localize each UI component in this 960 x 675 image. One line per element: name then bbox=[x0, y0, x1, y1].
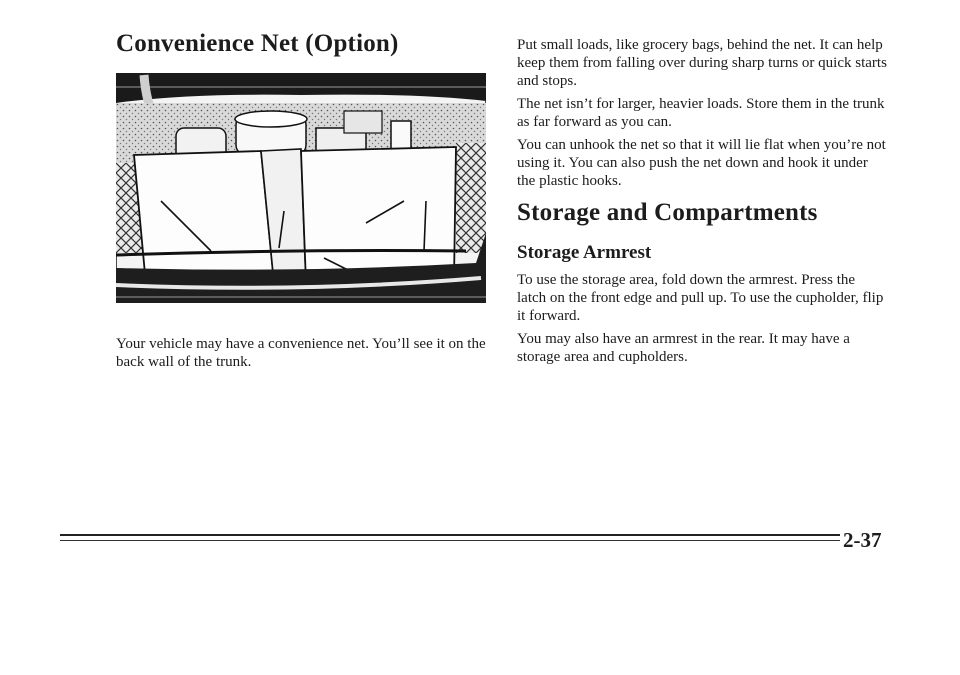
net-paragraph-1: Put small loads, like grocery bags, behind the net. It can help keep them from falling over during sharp turns or quick starts and stops. bbox=[517, 37, 887, 89]
page-number: 2-37 bbox=[843, 528, 882, 552]
footer-rule-top bbox=[60, 534, 840, 536]
net-paragraph-2: The net isn’t for larger, heavier loads. Store them in the trunk as far forward as you can. bbox=[517, 96, 885, 130]
armrest-paragraph-2: You may also have an armrest in the rear. It may have a storage area and cupholders. bbox=[517, 331, 850, 365]
section-title: Convenience Net (Option) bbox=[116, 30, 399, 57]
net-paragraph-3: You can unhook the net so that it will lie flat when you’re not using it. You can also push the net down and hook it under the plastic hooks. bbox=[517, 137, 886, 189]
armrest-paragraph-1: To use the storage area, fold down the armrest. Press the latch on the front edge and pull up. To use the cupholder, flip it forward. bbox=[517, 272, 884, 324]
convenience-net-caption: Your vehicle may have a convenience net. You’ll see it on the back wall of the trunk. bbox=[116, 336, 486, 370]
storage-compartments-heading: Storage and Compartments bbox=[517, 199, 818, 226]
trunk-net-illustration bbox=[116, 73, 486, 303]
storage-armrest-heading: Storage Armrest bbox=[517, 242, 652, 263]
footer-rule-bottom bbox=[60, 540, 840, 541]
